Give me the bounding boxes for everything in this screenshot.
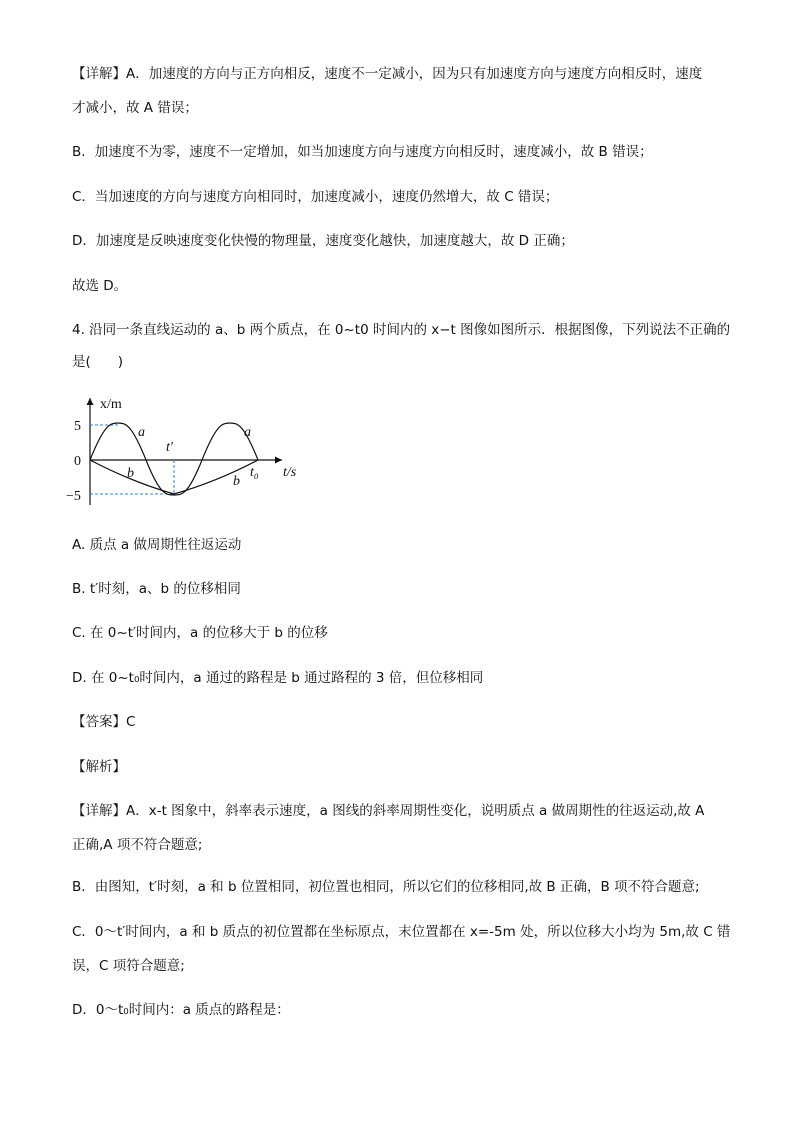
text-line: C．当加速度的方向与速度方向相同时，加速度减小，速度仍然增大，故 C 错误； xyxy=(72,189,559,205)
tick-0: 0 xyxy=(74,454,81,469)
curve-b-label: b xyxy=(233,474,240,489)
tick-neg5: −5 xyxy=(66,489,81,504)
text-line: 误，C 项符合题意; xyxy=(72,958,185,974)
y-axis-label: x/m xyxy=(100,397,122,412)
text-line: D．0～t₀时间内：a 质点的路程是： xyxy=(72,1002,290,1018)
option-b: B. t′时刻，a、b 的位移相同 xyxy=(72,581,241,597)
text-line: C．0～t′时间内，a 和 b 质点的初位置都在坐标原点，末位置都在 x=-5m 处，所以位移大小均为 5m,故 C 错 xyxy=(72,924,731,940)
text-line: 故选 D。 xyxy=(72,278,128,294)
text-line: B．加速度不为零，速度不一定增加，如当加速度方向与速度方向相反时，速度减小，故 B 错误； xyxy=(72,144,653,160)
option-c: C. 在 0~t′时间内，a 的位移大于 b 的位移 xyxy=(72,625,328,641)
x-t-graph xyxy=(60,392,310,518)
analysis-heading: 【解析】 xyxy=(72,759,126,775)
tick-5: 5 xyxy=(74,419,81,434)
t0-label: t₀ xyxy=(250,465,259,480)
text-line: 【详解】A．x-t 图象中，斜率表示速度，a 图线的斜率周期性变化，说明质点 a 做周期性的往返运动,故 A xyxy=(72,803,705,819)
t-prime-label: t′ xyxy=(166,440,173,455)
text-line: B．由图知，t′时刻，a 和 b 位置相同，初位置也相同，所以它们的位移相同,故 B 正确，B 项不符合题意; xyxy=(72,879,700,895)
text-line: 【详解】A．加速度的方向与正方向相反，速度不一定减小，因为只有加速度方向与速度方向相反时，速度 xyxy=(72,66,703,82)
text-line: 才减小，故 A 错误； xyxy=(72,100,198,116)
option-d: D. 在 0~t₀时间内，a 通过的路程是 b 通过路程的 3 倍，但位移相同 xyxy=(72,670,484,686)
text-line: D．加速度是反映速度变化快慢的物理量，速度变化越快，加速度越大，故 D 正确； xyxy=(72,233,574,249)
curve-a-label: a xyxy=(138,425,145,440)
question-stem: 4. 沿同一条直线运动的 a、b 两个质点，在 0~t0 时间内的 x−t 图像如图所示．根据图像，下列说法不正确的 xyxy=(72,322,731,338)
question-stem: 是( ) xyxy=(72,354,124,370)
x-axis-label: t/s xyxy=(283,465,297,480)
option-a: A. 质点 a 做周期性往返运动 xyxy=(72,537,242,553)
curve-b-label: b xyxy=(127,466,134,481)
answer-label: 【答案】C xyxy=(72,714,136,730)
curve-a-label: a xyxy=(244,425,251,440)
text-line: 正确,A 项不符合题意; xyxy=(72,837,203,853)
